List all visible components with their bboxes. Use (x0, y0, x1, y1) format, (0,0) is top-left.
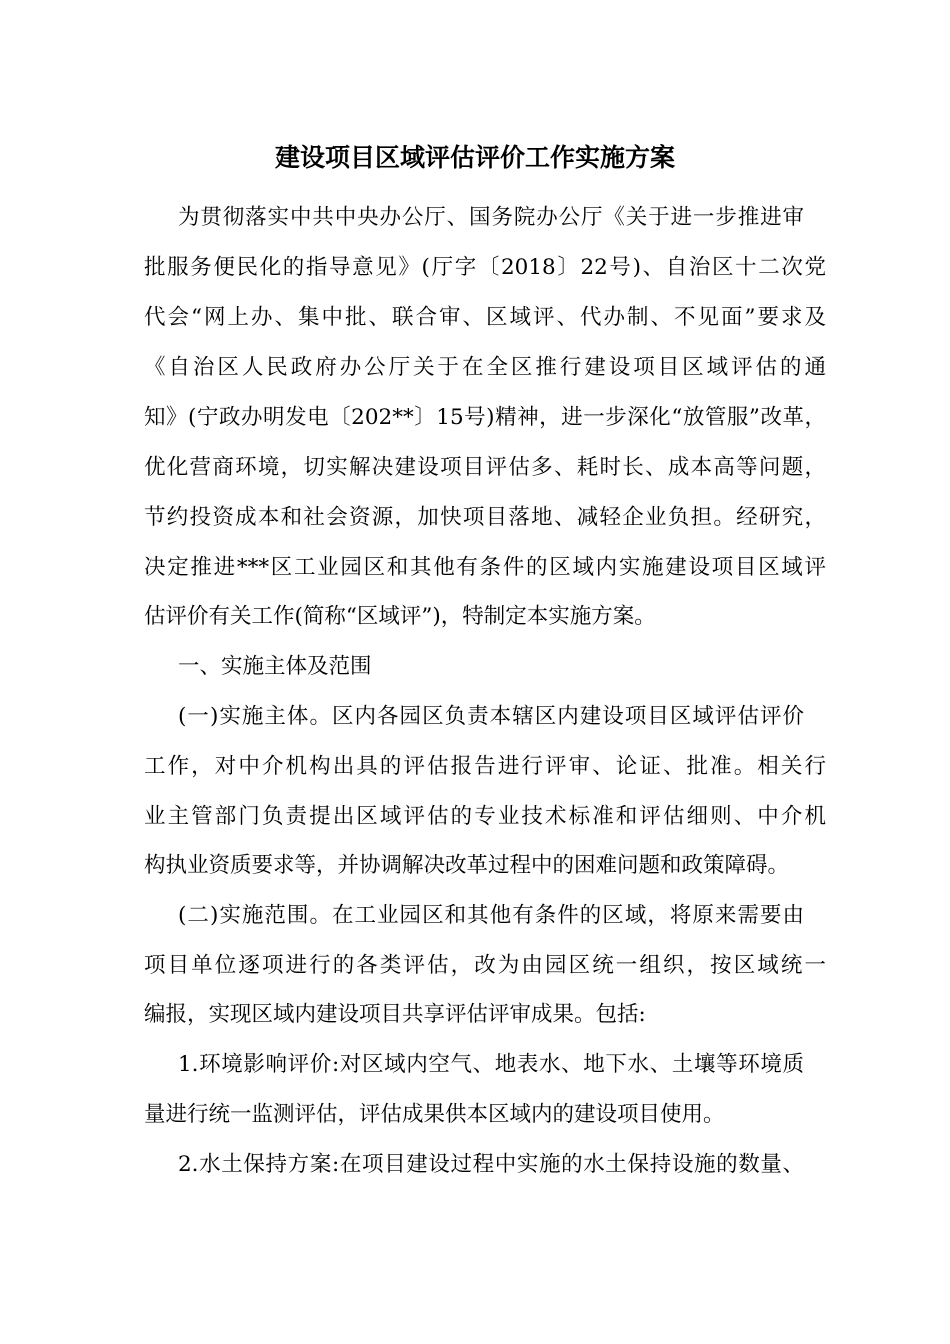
paragraph-line: 优化营商环境，切实解决建设项目评估多、耗时长、成本高等问题， (144, 455, 826, 480)
paragraph-line: 工作，对中介机构出具的评估报告进行评审、论证、批准。相关行 (144, 754, 826, 779)
paragraph-line: (一)实施主体。区内各园区负责本辖区内建设项目区域评估评价 (178, 704, 804, 729)
paragraph-line: 代会“网上办、集中批、联合审、区域评、代办制、不见面”要求及 (144, 305, 826, 330)
paragraph-line: 构执业资质要求等，并协调解决改革过程中的困难问题和政策障碍。 (144, 853, 790, 878)
paragraph-line: 批服务便民化的指导意见》(厅字〔2018〕22号)、自治区十二次党 (144, 255, 826, 280)
document-title: 建设项目区域评估评价工作实施方案 (274, 143, 675, 172)
paragraph-line: 2.水土保持方案:在项目建设过程中实施的水土保持设施的数量、 (178, 1152, 804, 1177)
paragraph-line: 量进行统一监测评估，评估成果供本区域内的建设项目使用。 (144, 1102, 725, 1127)
paragraph-line: 项目单位逐项进行的各类评估，改为由园区统一组织，按区域统一 (144, 953, 826, 978)
paragraph-line: 为贯彻落实中共中央办公厅、国务院办公厅《关于进一步推进审 (178, 205, 804, 230)
paragraph-line: 编报，实现区域内建设项目共享评估评审成果。包括: (144, 1002, 646, 1027)
paragraph-line: 1.环境影响评价:对区域内空气、地表水、地下水、土壤等环境质 (178, 1052, 804, 1077)
paragraph-line: (二)实施范围。在工业园区和其他有条件的区域，将原来需要由 (178, 903, 804, 928)
paragraph-line: 节约投资成本和社会资源，加快项目落地、减轻企业负担。经研究， (144, 505, 826, 530)
paragraph-line: 决定推进***区工业园区和其他有条件的区域内实施建设项目区域评 (144, 555, 826, 580)
paragraph-line: 估评价有关工作(简称“区域评”)，特制定本实施方案。 (144, 604, 656, 629)
paragraph-line: 业主管部门负责提出区域评估的专业技术标准和评估细则、中介机 (144, 804, 826, 829)
section-heading: 一、实施主体及范围 (178, 654, 372, 679)
paragraph-line: 知》(宁政办明发电〔202**〕15号)精神，进一步深化“放管服”改革， (144, 405, 826, 430)
paragraph-line: 《自治区人民政府办公厅关于在全区推行建设项目区域评估的通 (144, 355, 826, 380)
